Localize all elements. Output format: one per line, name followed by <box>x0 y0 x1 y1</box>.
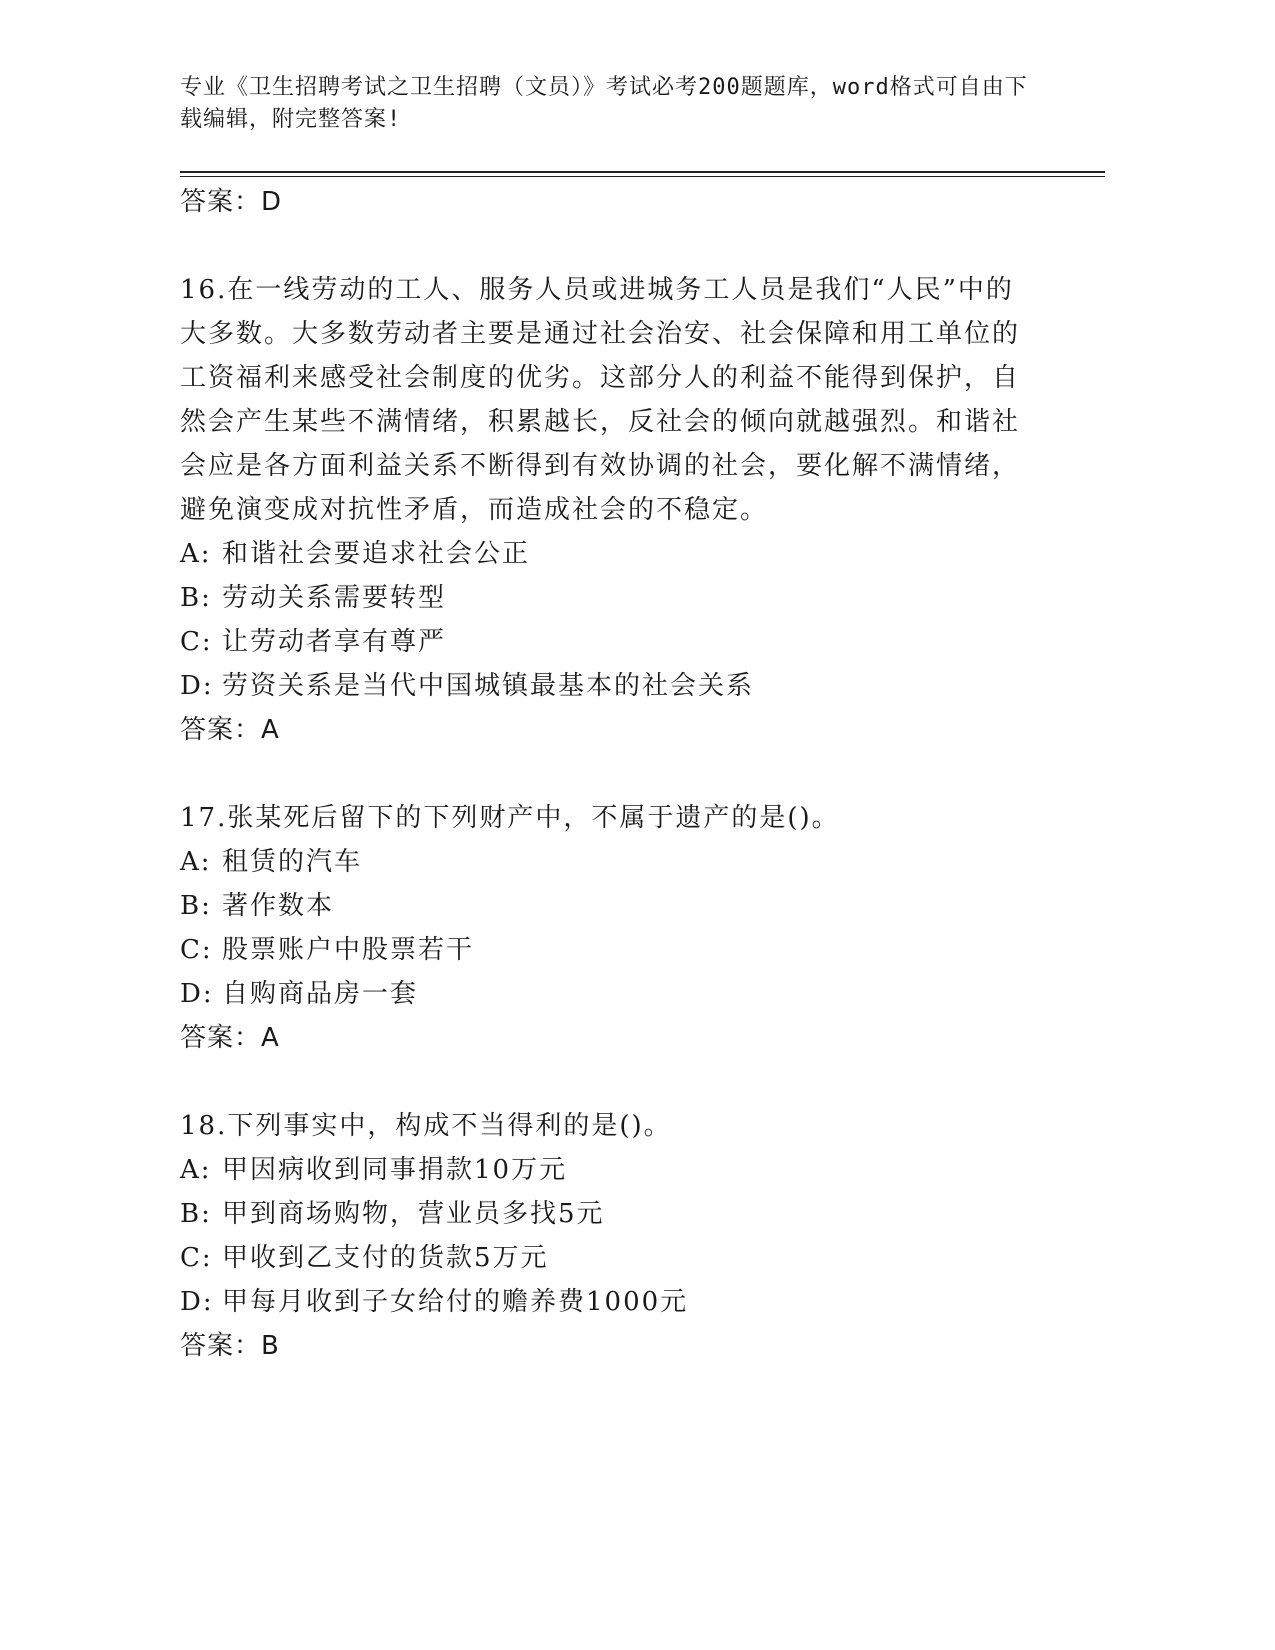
option-letter: C: <box>180 935 213 965</box>
option-letter: B: <box>180 1199 212 1229</box>
option-letter: D: <box>180 1287 214 1317</box>
question-stem: 17.张某死后留下的下列财产中，不属于遗产的是()。 <box>180 803 840 833</box>
option-text: 劳资关系是当代中国城镇最基本的社会关系 <box>222 671 755 701</box>
option-text: 著作数本 <box>222 891 335 921</box>
option-a <box>180 532 1040 576</box>
option-text: 和谐社会要追求社会公正 <box>222 539 531 569</box>
option-letter: B: <box>180 891 212 921</box>
option-d <box>180 664 1040 708</box>
question-18 <box>180 1104 1040 1368</box>
option-b <box>180 884 1040 928</box>
answer: 答案：A <box>180 1023 280 1053</box>
option-letter: A: <box>180 539 212 569</box>
option-letter: C: <box>180 627 213 657</box>
option-d <box>180 1280 1040 1324</box>
option-d <box>180 972 1040 1016</box>
option-text: 劳动关系需要转型 <box>222 583 447 613</box>
option-a <box>180 1148 1040 1192</box>
option-text: 让劳动者享有尊严 <box>222 627 447 657</box>
option-text: 甲到商场购物，营业员多找5元 <box>222 1199 605 1229</box>
answer: 答案：B <box>180 1331 280 1361</box>
previous-answer: 答案：D <box>180 187 283 217</box>
answer: 答案：A <box>180 715 280 745</box>
option-text: 甲每月收到子女给付的赡养费1000元 <box>222 1287 689 1317</box>
option-c <box>180 620 1040 664</box>
option-letter: D: <box>180 979 214 1009</box>
option-b <box>180 576 1040 620</box>
question-list <box>180 180 1040 1368</box>
option-letter: A: <box>180 847 212 877</box>
option-b <box>180 1192 1040 1236</box>
option-letter: D: <box>180 671 214 701</box>
option-letter: C: <box>180 1243 213 1273</box>
option-c <box>180 1236 1040 1280</box>
option-text: 股票账户中股票若干 <box>222 935 475 965</box>
question-16 <box>180 268 1040 752</box>
option-text: 甲因病收到同事捐款10万元 <box>222 1155 568 1185</box>
spacer <box>180 224 1040 268</box>
spacer <box>180 752 1040 796</box>
option-text: 甲收到乙支付的货款5万元 <box>222 1243 549 1273</box>
header-divider-thin <box>180 176 1105 177</box>
option-a <box>180 840 1040 884</box>
question-stem: 16.在一线劳动的工人、服务人员或进城务工人员是我们“人民”中的大多数。大多数劳动者主要是通过社会治安、社会保障和用工单位的工资福利来感受社会制度的优劣。这部分人的利益不能得到保护，自然会产生某些不满情绪，积累越长，反社会的倾向就越强烈。和谐社会应是各方面利益关系不断得到有效协调的社会，要化解不满情绪，避免演变成对抗性矛盾，而造成社会的不稳定。 <box>180 275 1021 525</box>
question-stem: 18.下列事实中，构成不当得利的是()。 <box>180 1111 672 1141</box>
spacer <box>180 1060 1040 1104</box>
document-header: 专业《卫生招聘考试之卫生招聘（文员）》考试必考200题题库，word格式可自由下载编辑，附完整答案! <box>180 75 1028 132</box>
header-divider-thick <box>180 171 1105 173</box>
option-letter: A: <box>180 1155 212 1185</box>
question-17 <box>180 796 1040 1060</box>
option-c <box>180 928 1040 972</box>
option-text: 租赁的汽车 <box>222 847 363 877</box>
option-letter: B: <box>180 583 212 613</box>
option-text: 自购商品房一套 <box>222 979 419 1009</box>
